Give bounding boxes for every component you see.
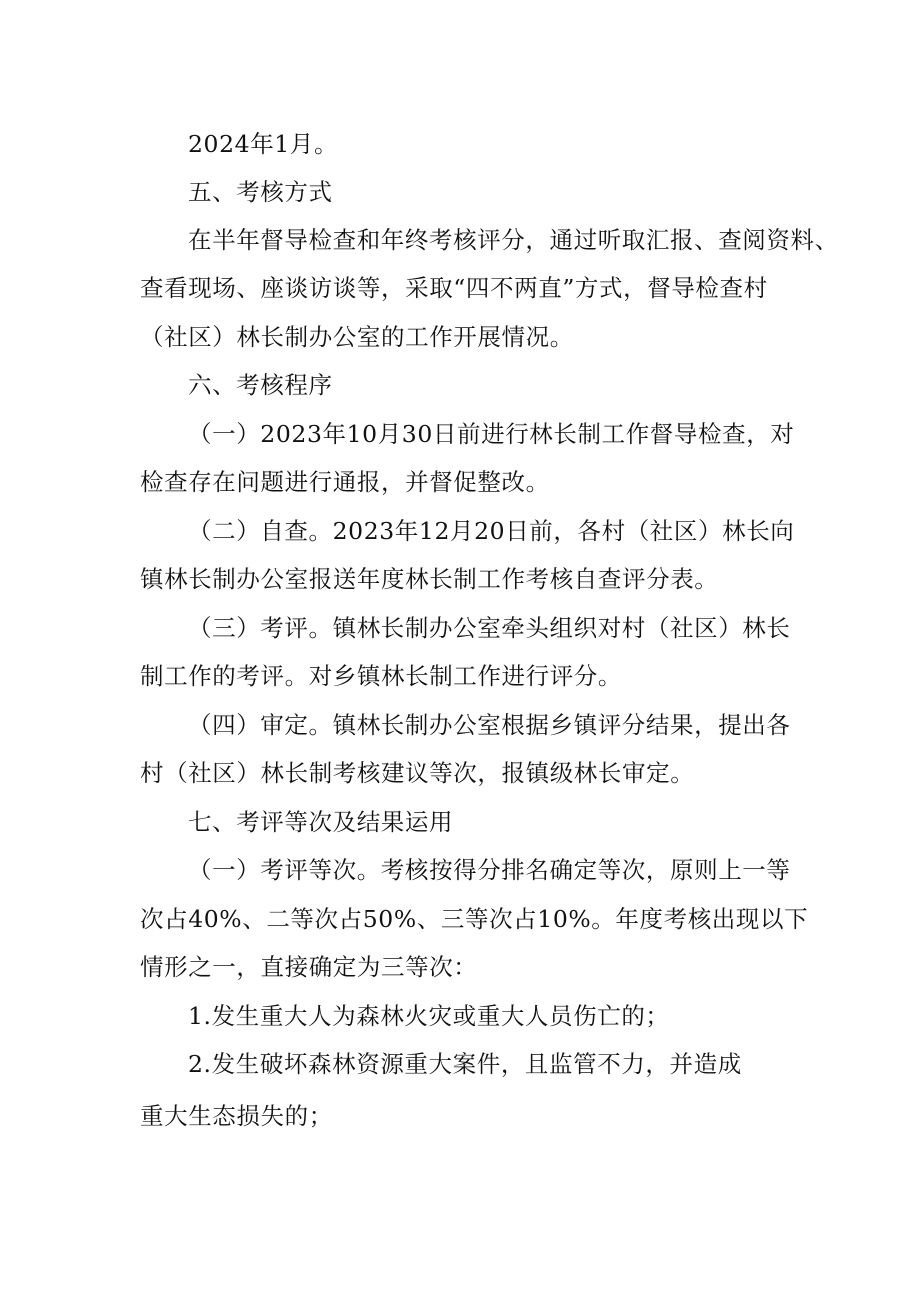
heading-section-5: 五、考核方式 xyxy=(188,178,333,206)
heading-section-7: 七、考评等次及结果运用 xyxy=(188,808,454,836)
paragraph-line: （社区）林长制办公室的工作开展情况。 xyxy=(140,323,574,351)
paragraph-line: 镇林长制办公室报送年度林长制工作考核自查评分表。 xyxy=(140,565,719,593)
heading-section-6: 六、考核程序 xyxy=(188,371,333,399)
paragraph-line: 检查存在问题进行通报，并督促整改。 xyxy=(140,468,550,496)
paragraph-line: （二）自查。2023年12月20日前，各村（社区）林长向 xyxy=(188,517,795,545)
paragraph-line: 村（社区）林长制考核建议等次，报镇级林长审定。 xyxy=(140,759,695,787)
paragraph-line: （一）2023年10月30日前进行林长制工作督导检查，对 xyxy=(188,420,795,448)
paragraph-line: 次占40%、二等次占50%、三等次占10%。年度考核出现以下 xyxy=(140,905,809,933)
paragraph-line: 查看现场、座谈访谈等，采取“四不两直”方式，督导检查村 xyxy=(140,274,768,302)
list-item: 2.发生破坏森林资源重大案件，且监管不力，并造成 xyxy=(188,1050,742,1078)
paragraph-line: 在半年督导检查和年终考核评分，通过听取汇报、查阅资料、 xyxy=(188,226,839,254)
paragraph-line: 重大生态损失的； xyxy=(140,1102,333,1130)
paragraph-line: （一）考评等次。考核按得分排名确定等次，原则上一等 xyxy=(188,856,791,884)
paragraph-line: 情形之一，直接确定为三等次： xyxy=(140,953,478,981)
paragraph-line: （四）审定。镇林长制办公室根据乡镇评分结果，提出各 xyxy=(188,711,791,739)
text-line-date: 2024年1月。 xyxy=(188,130,339,158)
paragraph-line: （三）考评。镇林长制办公室牵头组织对村（社区）林长 xyxy=(188,614,791,642)
list-item: 1.发生重大人为森林火灾或重大人员伤亡的； xyxy=(188,1002,670,1030)
paragraph-line: 制工作的考评。对乡镇林长制工作进行评分。 xyxy=(140,662,622,690)
